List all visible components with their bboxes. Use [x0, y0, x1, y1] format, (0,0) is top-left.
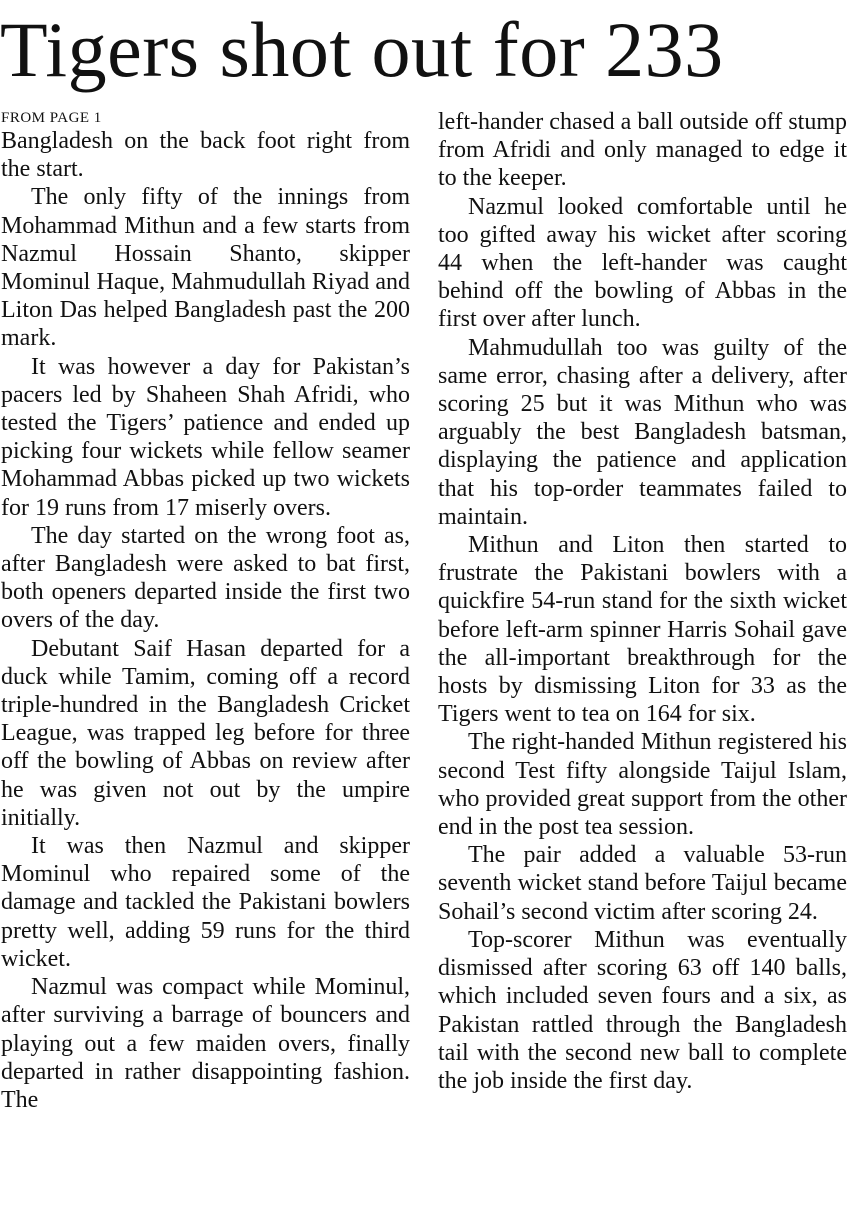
continuation-kicker: FROM PAGE 1: [1, 110, 102, 126]
paragraph: Top-scorer Mithun was eventually dismissed after scoring 63 off 140 balls, which included seven fours and a six, as Pakistan rattled through the Bangladesh tail with the second new ball to complete the job inside the first day.: [438, 926, 847, 1094]
paragraph: Mahmudullah too was guilty of the same error, chasing after a delivery, after scoring 25 but it was Mithun who was arguably the best Bangladesh batsman, displaying the patience and application that his top-order teammates failed to maintain.: [438, 334, 847, 530]
headline: Tigers shot out for 233: [0, 6, 724, 93]
paragraph: left-hander chased a ball outside off stump from Afridi and only managed to edge it to the keeper.: [438, 109, 847, 192]
paragraph: Mithun and Liton then started to frustrate the Pakistani bowlers with a quickfire 54-run stand for the sixth wicket before left-arm spinner Harris Sohail gave the all-important breakthrough for the hosts by dismissing Liton for 33 as the Tigers went to tea on 164 for six.: [438, 532, 847, 728]
right-column: [438, 108, 847, 1095]
paragraph: The pair added a valuable 53-run seventh wicket stand before Taijul became Sohail’s second victim after scoring 24.: [438, 842, 847, 925]
paragraph: The right-handed Mithun registered his second Test fifty alongside Taijul Islam, who provided great support from the other end in the post tea session.: [438, 729, 847, 841]
paragraph: It was however a day for Pakistan’s pacers led by Shaheen Shah Afridi, who tested the Tigers’ patience and ended up picking four wickets while fellow seamer Mohammad Abbas picked up two wickets for 19 runs from 17 miserly overs.: [1, 353, 410, 521]
paragraph: Debutant Saif Hasan departed for a duck while Tamim, coming off a record triple-hundred in the Bangladesh Cricket League, was trapped leg before for three off the bowling of Abbas on review after he was given not out by the umpire initially.: [1, 635, 410, 831]
paragraph: The only fifty of the innings from Mohammad Mithun and a few starts from Nazmul Hossain Shanto, skipper Mominul Haque, Mahmudullah Riyad and Liton Das helped Bangladesh past the 200 mark.: [1, 184, 410, 352]
paragraph: Nazmul was compact while Mominul, after surviving a barrage of bouncers and playing out a few maiden overs, finally departed in rather disappointing fashion. The: [1, 974, 410, 1113]
paragraph: Nazmul looked comfortable until he too gifted away his wicket after scoring 44 when the left-hander was caught behind off the bowling of Abbas in the first over after lunch.: [438, 193, 847, 333]
paragraph: Bangladesh on the back foot right from the start.: [1, 128, 410, 183]
paragraph: It was then Nazmul and skipper Mominul who repaired some of the damage and tackled the Pakistani bowlers pretty well, adding 59 runs for the third wicket.: [1, 833, 410, 972]
paragraph: The day started on the wrong foot as, after Bangladesh were asked to bat first, both openers departed inside the first two overs of the day.: [1, 522, 410, 634]
left-column: [1, 108, 410, 1114]
